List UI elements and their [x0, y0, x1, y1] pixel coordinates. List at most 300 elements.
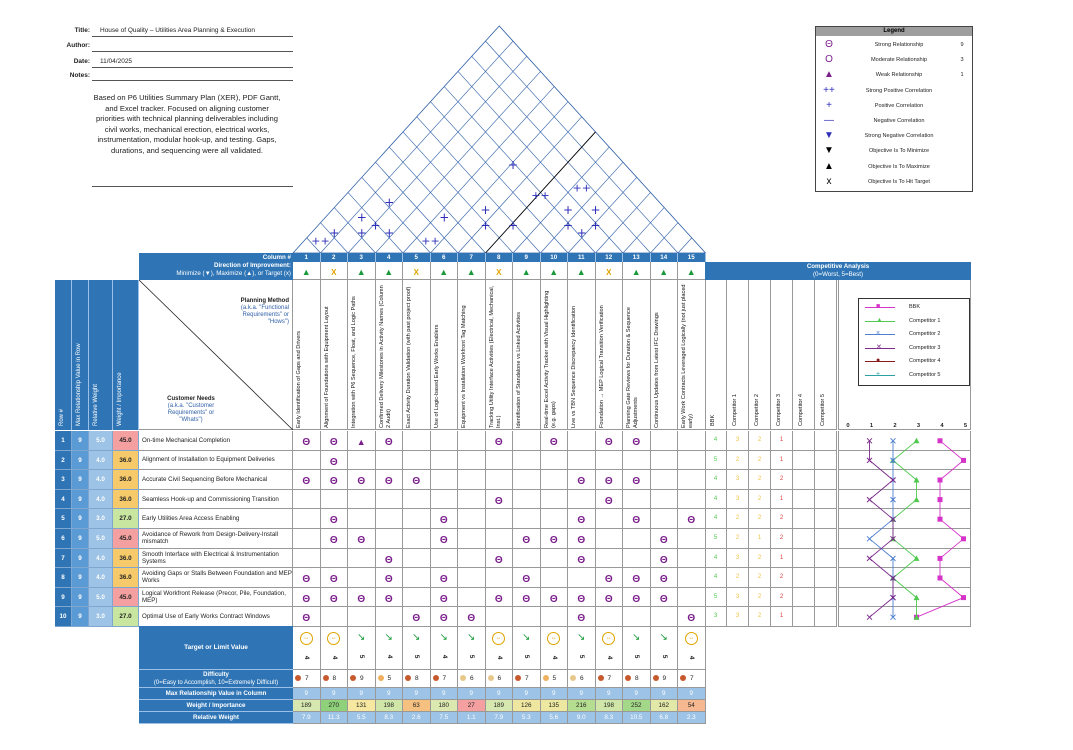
- relationship-cell: [376, 431, 404, 451]
- relationship-cell: [458, 588, 486, 608]
- relationship-cell: [678, 470, 706, 490]
- series-point: [938, 576, 943, 581]
- relationship-cell: [513, 490, 541, 510]
- column-header-cell: [596, 280, 624, 430]
- relationship-cell: [376, 568, 404, 588]
- relationship-cell: [431, 509, 459, 529]
- column-header-cell: [293, 280, 321, 430]
- chart-legend-item: [865, 302, 965, 312]
- competitor-rating: 1: [749, 529, 771, 549]
- relationship-cell: [431, 568, 459, 588]
- relationship-cell: [458, 431, 486, 451]
- competitor-rating: 4: [705, 509, 727, 529]
- row-max-relationship: 9: [72, 451, 89, 471]
- legend-label: Strong Negative Correlation: [864, 133, 934, 140]
- competitor-header-label: Competitor 5: [820, 393, 826, 426]
- date-value: 11/04/2025: [100, 58, 133, 65]
- series-point: [938, 438, 943, 443]
- strong-relationship-icon: Θ: [329, 437, 338, 448]
- target-value: 4: [440, 654, 448, 659]
- difficulty-cell: [293, 670, 321, 688]
- competitor-rating: 1: [771, 490, 793, 510]
- direction-cell: [651, 262, 679, 280]
- difficulty-cell: [541, 670, 569, 688]
- target-icon: ↔: [685, 632, 698, 645]
- maximize-icon: ▲: [631, 267, 641, 277]
- target-cell: [458, 626, 486, 670]
- increase-arrow-icon: ↘: [577, 632, 586, 643]
- target-value: 4: [385, 654, 393, 659]
- customer-need: Accurate Civil Sequencing Before Mechanical: [139, 470, 293, 490]
- competitor-rating: 2: [727, 509, 749, 529]
- positive-correlation-icon: +: [562, 218, 574, 233]
- row-weight-importance: 45.0: [113, 431, 139, 451]
- column-header-label: Early Work Contracts Leveraged Logically (not just placed early): [681, 284, 694, 428]
- relationship-cell: [293, 588, 321, 608]
- target-value: 5: [467, 654, 475, 659]
- strong-positive-correlation-icon: ++: [311, 234, 330, 248]
- competitor-header: [727, 280, 749, 430]
- competitor-rating: 1: [771, 431, 793, 451]
- relationship-cell: [541, 529, 569, 549]
- column-header-label: Identification of Standalone vs Linked Activities: [516, 312, 522, 428]
- competitor-rating: 2: [727, 529, 749, 549]
- legend-label: Negative Correlation: [873, 118, 925, 124]
- relationship-cell: [348, 588, 376, 608]
- competitor-rating: [793, 529, 815, 549]
- row-number: 8: [55, 568, 72, 588]
- strong-relationship-icon: Θ: [329, 515, 338, 527]
- target-value: 4: [302, 655, 310, 660]
- strong-relationship-icon: Θ: [549, 535, 558, 546]
- legend-label: Positive Correlation: [874, 102, 924, 109]
- target-icon: X: [496, 268, 502, 277]
- column-header-cell: [348, 280, 376, 430]
- difficulty-dot-icon: [488, 675, 494, 681]
- strong-relationship-icon: Θ: [302, 476, 311, 488]
- increase-arrow-icon: ↘: [522, 632, 531, 643]
- chart-legend-label: BBK: [909, 304, 921, 310]
- correlation-roof: [0, 0, 1073, 260]
- planning-method-sub: (a.k.a. "Functional: [240, 305, 289, 311]
- competitor-rating: 2: [771, 568, 793, 588]
- legend-value: 9: [960, 42, 964, 48]
- strong-relationship-icon: Θ: [687, 515, 696, 527]
- column-weight: 63: [403, 700, 431, 712]
- competitor-rating: 4: [705, 490, 727, 510]
- competitor-rating: 3: [727, 549, 749, 569]
- column-number: 12: [596, 253, 624, 262]
- relationship-cell: [348, 509, 376, 529]
- difficulty-label-box: [139, 670, 293, 688]
- relationship-cell: [513, 451, 541, 471]
- relationship-cell: [458, 451, 486, 471]
- relationship-cell: [678, 509, 706, 529]
- series-point: [938, 517, 943, 522]
- direction-cell: [623, 262, 651, 280]
- direction-cell: [541, 262, 569, 280]
- relationship-cell: [651, 451, 679, 471]
- legend-label: Objective Is To Maximize: [868, 163, 930, 170]
- strong-relationship-icon: Θ: [439, 574, 448, 586]
- series-line: [917, 441, 964, 617]
- max-relationship-column: 9: [513, 688, 541, 700]
- relationship-cell: [486, 431, 514, 451]
- max-relationship-column: 9: [403, 688, 431, 700]
- competitor-rating: 3: [727, 588, 749, 608]
- relationship-cell: [541, 588, 569, 608]
- strong-relationship-icon: Θ: [494, 593, 503, 605]
- target-icon: X: [413, 268, 419, 277]
- target-cell: [431, 626, 459, 670]
- strong-positive-correlation-icon: ++: [421, 234, 440, 248]
- row-number: 5: [55, 509, 72, 529]
- direction-cell: [596, 262, 624, 280]
- competitor-header-label: Competitor 1: [732, 393, 738, 426]
- row-max-relationship: 9: [72, 568, 89, 588]
- target-icon: X: [606, 268, 612, 277]
- max-relationship-column: 9: [541, 688, 569, 700]
- relationship-cell: [513, 509, 541, 529]
- relationship-cell: [321, 431, 349, 451]
- title-value: House of Quality – Utilities Area Planning & Execution: [100, 27, 256, 34]
- planning-method-title: Planning Method: [240, 298, 289, 304]
- strong-relationship-icon: Θ: [577, 554, 586, 566]
- column-number: 1: [293, 253, 321, 262]
- column-relative-weight: 10.5: [623, 712, 651, 724]
- relationship-cell: [486, 607, 514, 627]
- competitor-rating: 3: [727, 470, 749, 490]
- legend-value: 1: [960, 72, 964, 79]
- competitor-rating: 3: [727, 490, 749, 510]
- row-weight-importance: 36.0: [113, 451, 139, 471]
- legend-title: Legend: [816, 27, 972, 36]
- difficulty-cell: [678, 670, 706, 688]
- competitor-rating: 2: [727, 451, 749, 471]
- row-max-relationship: 9: [72, 470, 89, 490]
- column-number: 7: [458, 253, 486, 262]
- target-icon: ↔: [602, 632, 615, 645]
- maximize-icon: ▲: [521, 267, 531, 277]
- relationship-cell: [321, 509, 349, 529]
- relationship-cell: [623, 607, 651, 627]
- chart-legend-marker-icon: +: [876, 370, 881, 378]
- strong-relationship-icon: Θ: [549, 593, 558, 605]
- competitor-rating: 3: [727, 607, 749, 627]
- relationship-cell: [678, 451, 706, 471]
- series-line: [893, 441, 917, 617]
- relationship-cell: [568, 568, 596, 588]
- competitor-rating: 2: [749, 568, 771, 588]
- strong-relationship-icon: Θ: [577, 535, 586, 546]
- row-relative-weight: 4.0: [89, 568, 113, 588]
- relationship-cell: [293, 549, 321, 569]
- relationship-cell: [651, 549, 679, 569]
- competitor-rating: [815, 607, 837, 627]
- strong-relationship-icon: Θ: [357, 476, 366, 488]
- relationship-cell: [348, 568, 376, 588]
- strong-relationship-icon: Θ: [357, 593, 366, 605]
- target-icon: ↔: [327, 632, 340, 645]
- column-weight: 270: [321, 700, 349, 712]
- relationship-cell: [403, 607, 431, 627]
- competitor-rating: [815, 568, 837, 588]
- chart-legend-item: [865, 343, 965, 353]
- target-value: 4: [687, 655, 695, 660]
- target-cell: [678, 626, 706, 670]
- strong-relationship-icon: Θ: [329, 456, 338, 468]
- competitor-header-label: Competitor 4: [798, 393, 804, 426]
- relationship-cell: [651, 588, 679, 608]
- column-num-label: Column #: [139, 253, 293, 262]
- difficulty-cell: [623, 670, 651, 688]
- target-value: 4: [605, 655, 613, 660]
- difficulty-cell: [431, 670, 459, 688]
- target-icon: X: [331, 268, 337, 277]
- relationship-cell: [321, 607, 349, 627]
- legend-label: Objective Is To Hit Target: [868, 178, 930, 185]
- legend-label: Objective Is To Minimize: [868, 148, 930, 155]
- maximize-icon: ▲: [686, 267, 696, 277]
- difficulty-dot-icon: [295, 675, 301, 681]
- relationship-cell: [623, 451, 651, 471]
- difficulty-value: 7: [525, 675, 529, 682]
- relationship-cell: [321, 568, 349, 588]
- relationship-cell: [568, 451, 596, 471]
- chart-legend-marker-icon: ×: [876, 330, 881, 337]
- competitor-rating: 2: [727, 568, 749, 588]
- row-weight-importance: 45.0: [113, 588, 139, 608]
- target-cell: [541, 626, 569, 670]
- column-number: 5: [403, 253, 431, 262]
- relationship-cell: [486, 451, 514, 471]
- strong-relationship-icon: Θ: [302, 593, 311, 605]
- difficulty-value: 8: [415, 675, 419, 682]
- left-header-max-rel-row: [72, 280, 89, 430]
- series-point: [914, 497, 920, 503]
- relationship-cell: [568, 431, 596, 451]
- relationship-cell: [348, 490, 376, 510]
- strong-relationship-icon: Θ: [577, 515, 586, 527]
- bottom-label-weight-importance-row: Weight / Importance: [139, 700, 293, 712]
- difficulty-value: 7: [607, 675, 612, 682]
- max-relationship-column: 9: [651, 688, 679, 700]
- direction-cell: [458, 262, 486, 280]
- relationship-cell: [596, 568, 624, 588]
- target-value: 5: [412, 654, 420, 659]
- difficulty-value: 6: [580, 675, 584, 682]
- bottom-label-relative-weight-row: Relative Weight: [139, 712, 293, 724]
- strong-relationship-icon: Θ: [632, 574, 641, 586]
- competitor-rating: 1: [771, 549, 793, 569]
- difficulty-cell: [458, 670, 486, 688]
- difficulty-value: 7: [305, 675, 309, 682]
- chart-legend-label: Competitor 3: [909, 344, 941, 351]
- row-number: 2: [55, 451, 72, 471]
- relationship-cell: [403, 431, 431, 451]
- series-point: [961, 595, 966, 600]
- relationship-cell: [596, 509, 624, 529]
- difficulty-cell: [596, 670, 624, 688]
- target-icon: x: [826, 175, 832, 187]
- positive-correlation-icon: +: [329, 225, 340, 240]
- row-max-relationship: 9: [72, 549, 89, 569]
- max-relationship-column: 9: [623, 688, 651, 700]
- difficulty-cell: [376, 670, 404, 688]
- row-number: 1: [55, 431, 72, 451]
- relationship-cell: [568, 490, 596, 510]
- relationship-cell: [596, 588, 624, 608]
- relationship-cell: [458, 509, 486, 529]
- row-weight-importance: 36.0: [113, 568, 139, 588]
- relationship-cell: [403, 549, 431, 569]
- relationship-cell: [596, 549, 624, 569]
- column-number: 13: [623, 253, 651, 262]
- direction-cell: [568, 262, 596, 280]
- relationship-cell: [596, 451, 624, 471]
- difficulty-dot-icon: [570, 675, 576, 681]
- relationship-cell: [376, 509, 404, 529]
- relationship-cell: [568, 509, 596, 529]
- relationship-cell: [403, 490, 431, 510]
- target-cell: [651, 626, 679, 670]
- customer-need: Avoiding Gaps or Stalls Between Foundation and MEP Works: [139, 568, 293, 588]
- relationship-cell: [376, 451, 404, 471]
- roof-outline: [293, 26, 706, 253]
- difficulty-sub-label: (0=Easy to Accomplish, 10=Extremely Difficult): [153, 680, 279, 686]
- chart-legend-marker-icon: ▲: [876, 316, 883, 324]
- relationship-cell: [458, 549, 486, 569]
- relationship-cell: [348, 549, 376, 569]
- increase-arrow-icon: ↘: [439, 632, 448, 643]
- chart-axis-tick: 1: [869, 423, 874, 429]
- column-relative-weight: 1.1: [458, 712, 486, 724]
- customer-need: Logical Workfront Release (Precor, Pile, Foundation, MEP): [139, 588, 293, 608]
- column-relative-weight: 2.6: [403, 712, 431, 724]
- relationship-cell: [541, 431, 569, 451]
- competitor-header-label: BBK: [710, 414, 716, 426]
- column-header-cell: [568, 280, 596, 430]
- relationship-cell: [651, 607, 679, 627]
- direction-cell: [431, 262, 459, 280]
- competitor-rating: [815, 588, 837, 608]
- author-label: Author:: [66, 42, 90, 49]
- column-relative-weight: 8.3: [376, 712, 404, 724]
- competitive-chart-legend: [858, 298, 970, 386]
- row-weight-importance: 36.0: [113, 490, 139, 510]
- left-header-label: Max Relationship Value in Row: [76, 343, 82, 426]
- positive-correlation-icon: +: [507, 157, 519, 172]
- target-cell: [403, 626, 431, 670]
- relationship-cell: [568, 607, 596, 627]
- difficulty-dot-icon: [433, 675, 439, 681]
- direction-label: Direction of Improvement:: [213, 262, 291, 269]
- chart-legend-item: [865, 316, 965, 326]
- row-max-relationship: 9: [72, 607, 89, 627]
- legend-value: 3: [960, 57, 964, 64]
- difficulty-cell: [348, 670, 376, 688]
- column-header-label: Foundation → MEP Logical Transition Verification: [598, 305, 605, 428]
- competitor-header: [815, 280, 837, 430]
- strong-relationship-icon: Θ: [577, 613, 586, 625]
- difficulty-cell: [568, 670, 596, 688]
- maximize-icon: ▲: [576, 267, 586, 277]
- column-relative-weight: 5.5: [348, 712, 376, 724]
- strong-relationship-icon: Θ: [302, 613, 311, 625]
- row-relative-weight: 4.0: [89, 490, 113, 510]
- row-weight-importance: 27.0: [113, 509, 139, 529]
- relationship-cell: [293, 490, 321, 510]
- target-label: Target or Limit Value: [139, 626, 293, 670]
- relationship-cell: [458, 470, 486, 490]
- relationship-cell: [651, 529, 679, 549]
- date-label: Date:: [73, 58, 90, 65]
- relationship-cell: [293, 431, 321, 451]
- competitor-rating: 2: [749, 549, 771, 569]
- strong-relationship-icon: Θ: [494, 495, 503, 507]
- series-point: [914, 438, 920, 444]
- strong-relationship-icon: Θ: [659, 574, 668, 586]
- legend-label: Weak Relationship: [875, 72, 923, 79]
- relationship-cell: [431, 431, 459, 451]
- maximize-icon: ▲: [824, 160, 834, 172]
- competitor-rating: 2: [749, 607, 771, 627]
- relationship-cell: [596, 529, 624, 549]
- strong-relationship-icon: Θ: [659, 535, 668, 546]
- increase-arrow-icon: ↘: [632, 632, 641, 643]
- row-max-relationship: 9: [72, 509, 89, 529]
- positive-correlation-icon: +: [370, 218, 381, 233]
- relationship-cell: [513, 568, 541, 588]
- target-cell: [321, 626, 349, 670]
- chart-legend-item: [865, 370, 965, 380]
- relationship-cell: [541, 607, 569, 627]
- max-relationship-column: 9: [431, 688, 459, 700]
- row-number: 4: [55, 490, 72, 510]
- competitive-chart: [838, 430, 973, 630]
- target-value: 5: [522, 654, 530, 659]
- relationship-cell: [458, 607, 486, 627]
- competitor-rating: [793, 490, 815, 510]
- column-weight: 216: [568, 700, 596, 712]
- competitor-rating: 2: [749, 588, 771, 608]
- difficulty-dot-icon: [405, 675, 411, 681]
- row-relative-weight: 4.0: [89, 470, 113, 490]
- column-weight: 198: [376, 700, 404, 712]
- positive-correlation-icon: +: [384, 225, 395, 240]
- customer-need: Alignment of Installation to Equipment Deliveries: [139, 451, 293, 471]
- competitive-subtitle: (0=Worst, 5=Best): [812, 271, 864, 278]
- relationship-cell: [651, 509, 679, 529]
- column-weight: 198: [596, 700, 624, 712]
- max-relationship-column: 9: [486, 688, 514, 700]
- difficulty-value: 7: [442, 675, 447, 682]
- strong-relationship-icon: Θ: [357, 535, 366, 546]
- relationship-cell: [596, 470, 624, 490]
- chart-legend-marker-icon: ■: [876, 303, 881, 310]
- max-relationship-column: 9: [458, 688, 486, 700]
- legend-label: Strong Positive Correlation: [865, 87, 933, 94]
- strong-relationship-icon: Θ: [467, 613, 476, 625]
- competitor-rating: [793, 509, 815, 529]
- increase-arrow-icon: ↘: [384, 632, 393, 643]
- relationship-cell: [678, 568, 706, 588]
- chart-axis-tick: 2: [893, 423, 897, 429]
- strong-relationship-icon: Θ: [439, 613, 448, 625]
- row-number: 10: [55, 607, 72, 627]
- relationship-cell: [651, 431, 679, 451]
- column-number: 3: [348, 253, 376, 262]
